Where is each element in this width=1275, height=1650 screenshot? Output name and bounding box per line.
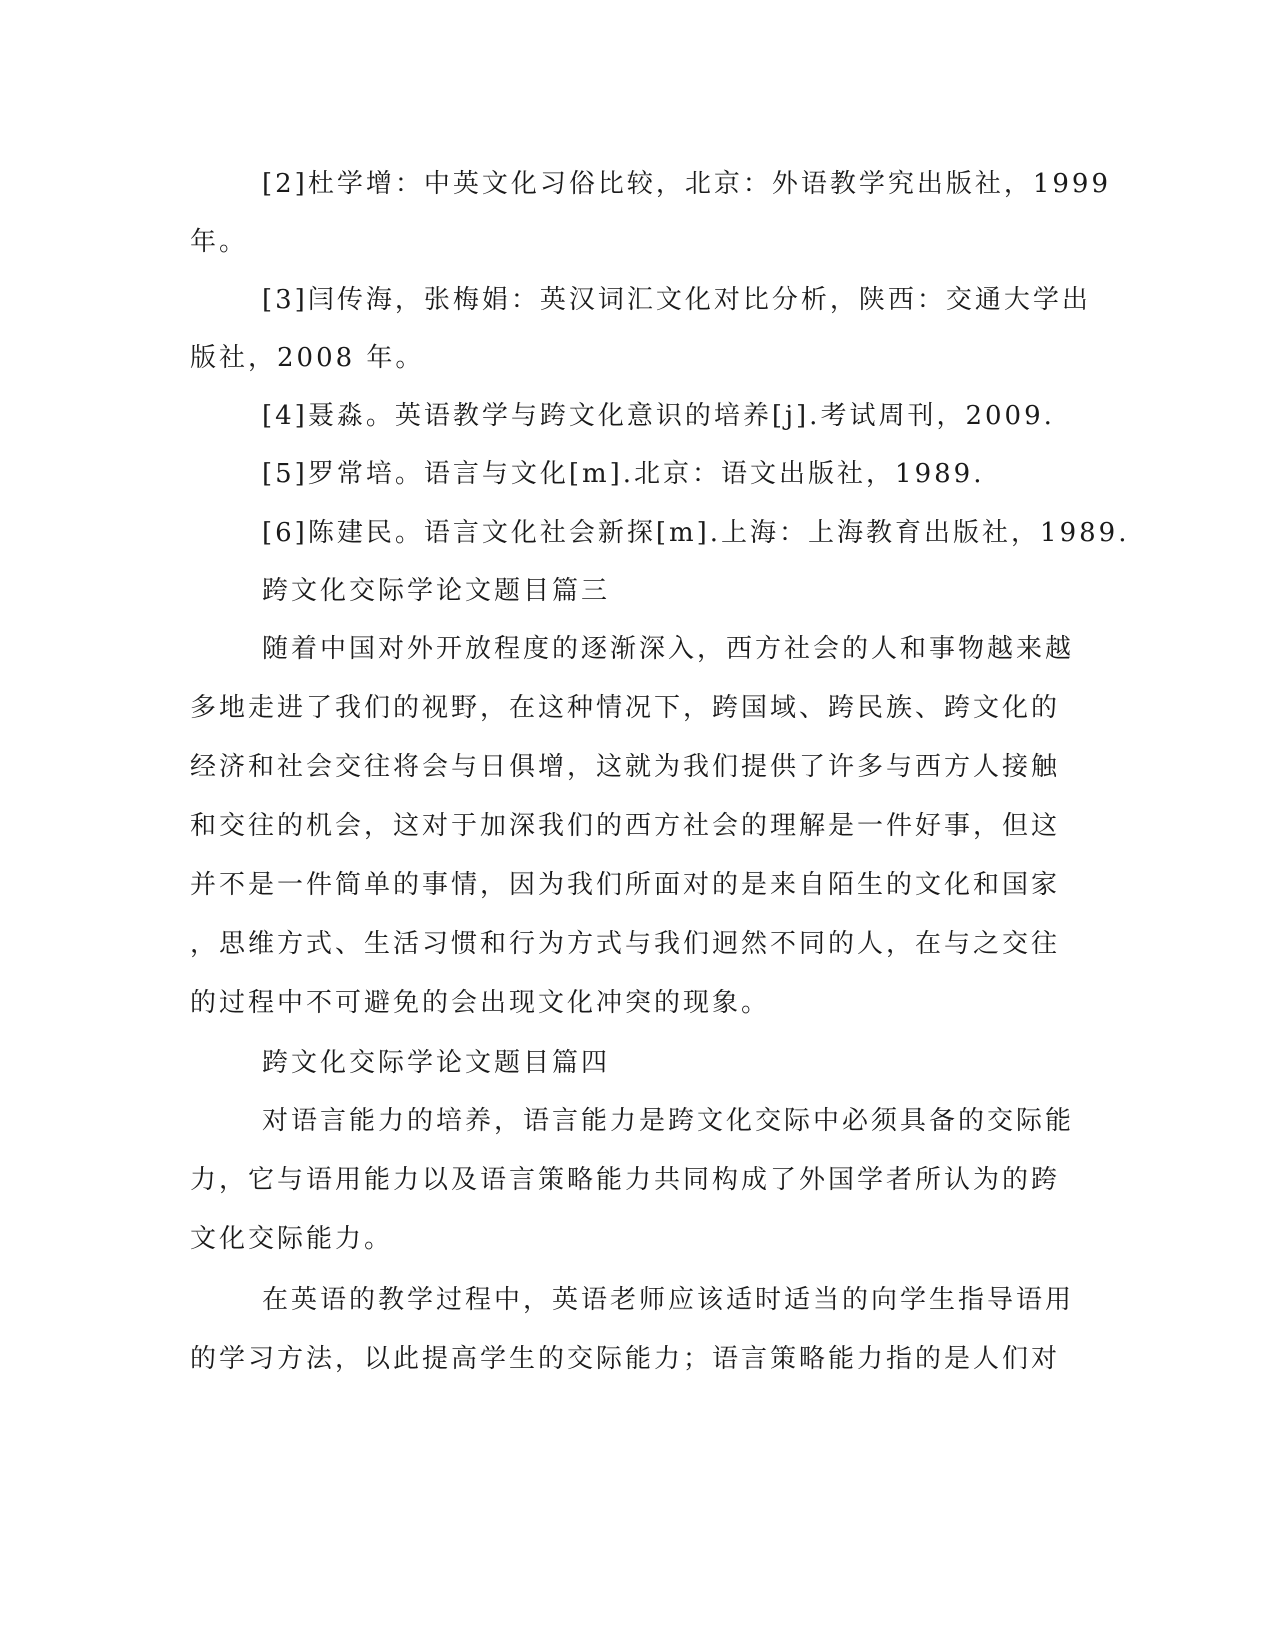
paragraph-line: ，思维方式、生活习惯和行为方式与我们迥然不同的人，在与之交往 xyxy=(190,929,1061,959)
reference-5: [5]罗常培。语言与文化[m].北京：语文出版社，1989. xyxy=(262,459,985,489)
paragraph-line: 多地走进了我们的视野，在这种情况下，跨国域、跨民族、跨文化的 xyxy=(190,693,1061,723)
section-heading-4: 跨文化交际学论文题目篇四 xyxy=(262,1048,611,1078)
reference-3-line-1: [3]闫传海，张梅娟：英汉词汇文化对比分析，陕西：交通大学出 xyxy=(262,285,1091,315)
paragraph-line: 对语言能力的培养，语言能力是跨文化交际中必须具备的交际能 xyxy=(262,1106,1075,1136)
paragraph-line: 的过程中不可避免的会出现文化冲突的现象。 xyxy=(190,988,771,1018)
reference-4: [4]聂淼。英语教学与跨文化意识的培养[j].考试周刊，2009. xyxy=(262,401,1055,431)
paragraph-line: 在英语的教学过程中，英语老师应该适时适当的向学生指导语用 xyxy=(262,1285,1075,1315)
reference-3-line-2: 版社，2008 年。 xyxy=(190,343,425,373)
paragraph-line: 的学习方法，以此提高学生的交际能力；语言策略能力指的是人们对 xyxy=(190,1344,1061,1374)
paragraph-line: 并不是一件简单的事情，因为我们所面对的是来自陌生的文化和国家 xyxy=(190,870,1061,900)
paragraph-line: 力，它与语用能力以及语言策略能力共同构成了外国学者所认为的跨 xyxy=(190,1165,1061,1195)
paragraph-line: 文化交际能力。 xyxy=(190,1224,394,1254)
paragraph-line: 随着中国对外开放程度的逐渐深入，西方社会的人和事物越来越 xyxy=(262,634,1075,664)
paragraph-line: 经济和社会交往将会与日俱增，这就为我们提供了许多与西方人接触 xyxy=(190,752,1061,782)
reference-2-line-1: [2]杜学增：中英文化习俗比较，北京：外语教学究出版社，1999 xyxy=(262,169,1111,199)
section-heading-3: 跨文化交际学论文题目篇三 xyxy=(262,576,611,606)
reference-2-line-2: 年。 xyxy=(190,227,249,257)
reference-6: [6]陈建民。语言文化社会新探[m].上海：上海教育出版社，1989. xyxy=(262,518,1130,548)
paragraph-line: 和交往的机会，这对于加深我们的西方社会的理解是一件好事，但这 xyxy=(190,811,1061,841)
